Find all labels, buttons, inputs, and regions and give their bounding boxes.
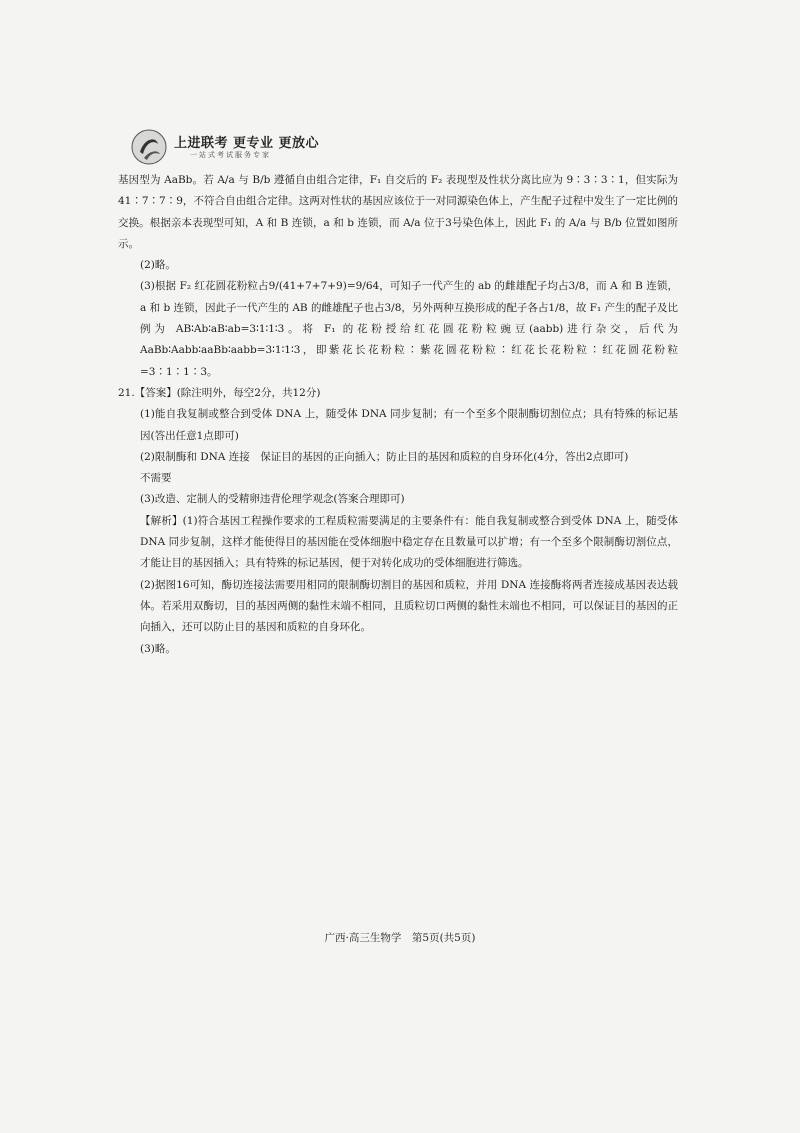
answer20-paragraph-3: (3)根据 F₂ 红花圆花粉粒占9/(41+7+7+9)=9/64，可知子一代产生的 ab 的雌雄配子均占3/8，而 A 和 B 连锁，a 和 b 连锁，因此子一代产生的 AB 的雌雄配子也占3/8，另外两种互换形成的配子各占1/8，故 F₁ 产生的配子及比例为 AB∶Ab∶aB∶ab=3∶1∶1∶3。将 F₁ 的花粉授给红花圆花粉粒豌豆(aabb)进行杂交，后代为 AaBb∶Aabb∶aaBb∶aabb=3∶1∶1∶3，即紫花长花粉粒∶紫花圆花粉粒∶红花长花粉粒∶红花圆花粉粒=3∶1∶1∶3。 — [140, 280, 678, 378]
header-logo — [130, 128, 390, 168]
answer21-part-3: (3)改造、定制人的受精卵违背伦理学观念(答案合理即可) — [140, 493, 405, 506]
answer21-part-2: (2)限制酶和 DNA 连接 保证目的基因的正向插入；防止目的基因和质粒的自身环化(4分，答出2点即可) — [140, 450, 629, 463]
answer-content — [118, 170, 678, 660]
logo-text: 上进联考 更专业 更放心 — [174, 136, 320, 151]
brand-logo-icon — [130, 128, 168, 166]
answer21-heading: 21.【答案】(除注明外，每空2分，共12分) — [118, 386, 321, 399]
answer20-part-2: (2)略。 — [140, 259, 176, 272]
answer21-part-2-extra: 不需要 — [140, 472, 172, 485]
answer20-paragraph-1: 基因型为 AaBb。若 A/a 与 B/b 遵循自由组合定律，F₁ 自交后的 F₂ 表现型及性状分离比应为 9∶3∶3∶1，但实际为 41∶7∶7∶9，不符合自由组合定律。这两对性状的基因应该位于一对同源染色体上，产生配子过程中发生了一定比例的交换。根据亲本表现型可知，A 和 B 连锁，a 和 b 连锁，而 A/a 位于3号染色体上，因此 F₁ 的 A/a 与 B/b 位置如图所示。 — [118, 174, 678, 250]
analysis-part-2: (2)据图16可知，酶切连接法需要用相同的限制酶切割目的基因和质粒，并用 DNA 连接酶将两者连接成基因表达载体。若采用双酶切，目的基因两侧的黏性末端不相同，且质粒切口两侧的黏性末端也不相同，可以保证目的基因的正向插入，还可以防止目的基因和质粒的自身环化。 — [140, 578, 678, 634]
analysis-part-1: 【解析】(1)符合基因工程操作要求的工程质粒需要满足的主要条件有：能自我复制或整合到受体 DNA 上，随受体 DNA 同步复制，这样才能使得目的基因能在受体细胞中稳定存在且数量可以扩增；有一个至多个限制酶切割位点，才能让目的基因插入；具有特殊的标记基因，便于对转化成功的受体细胞进行筛选。 — [140, 514, 678, 570]
analysis-part-3: (3)略。 — [140, 642, 176, 655]
logo-subtitle: 一站式考试服务专家 — [190, 151, 271, 159]
page-footer: 广西·高三生物学 第5页(共5页) — [324, 932, 476, 944]
answer21-part-1: (1)能自我复制或整合到受体 DNA 上，随受体 DNA 同步复制；有一个至多个限制酶切割位点；具有特殊的标记基因(答出任意1点即可) — [140, 408, 678, 442]
